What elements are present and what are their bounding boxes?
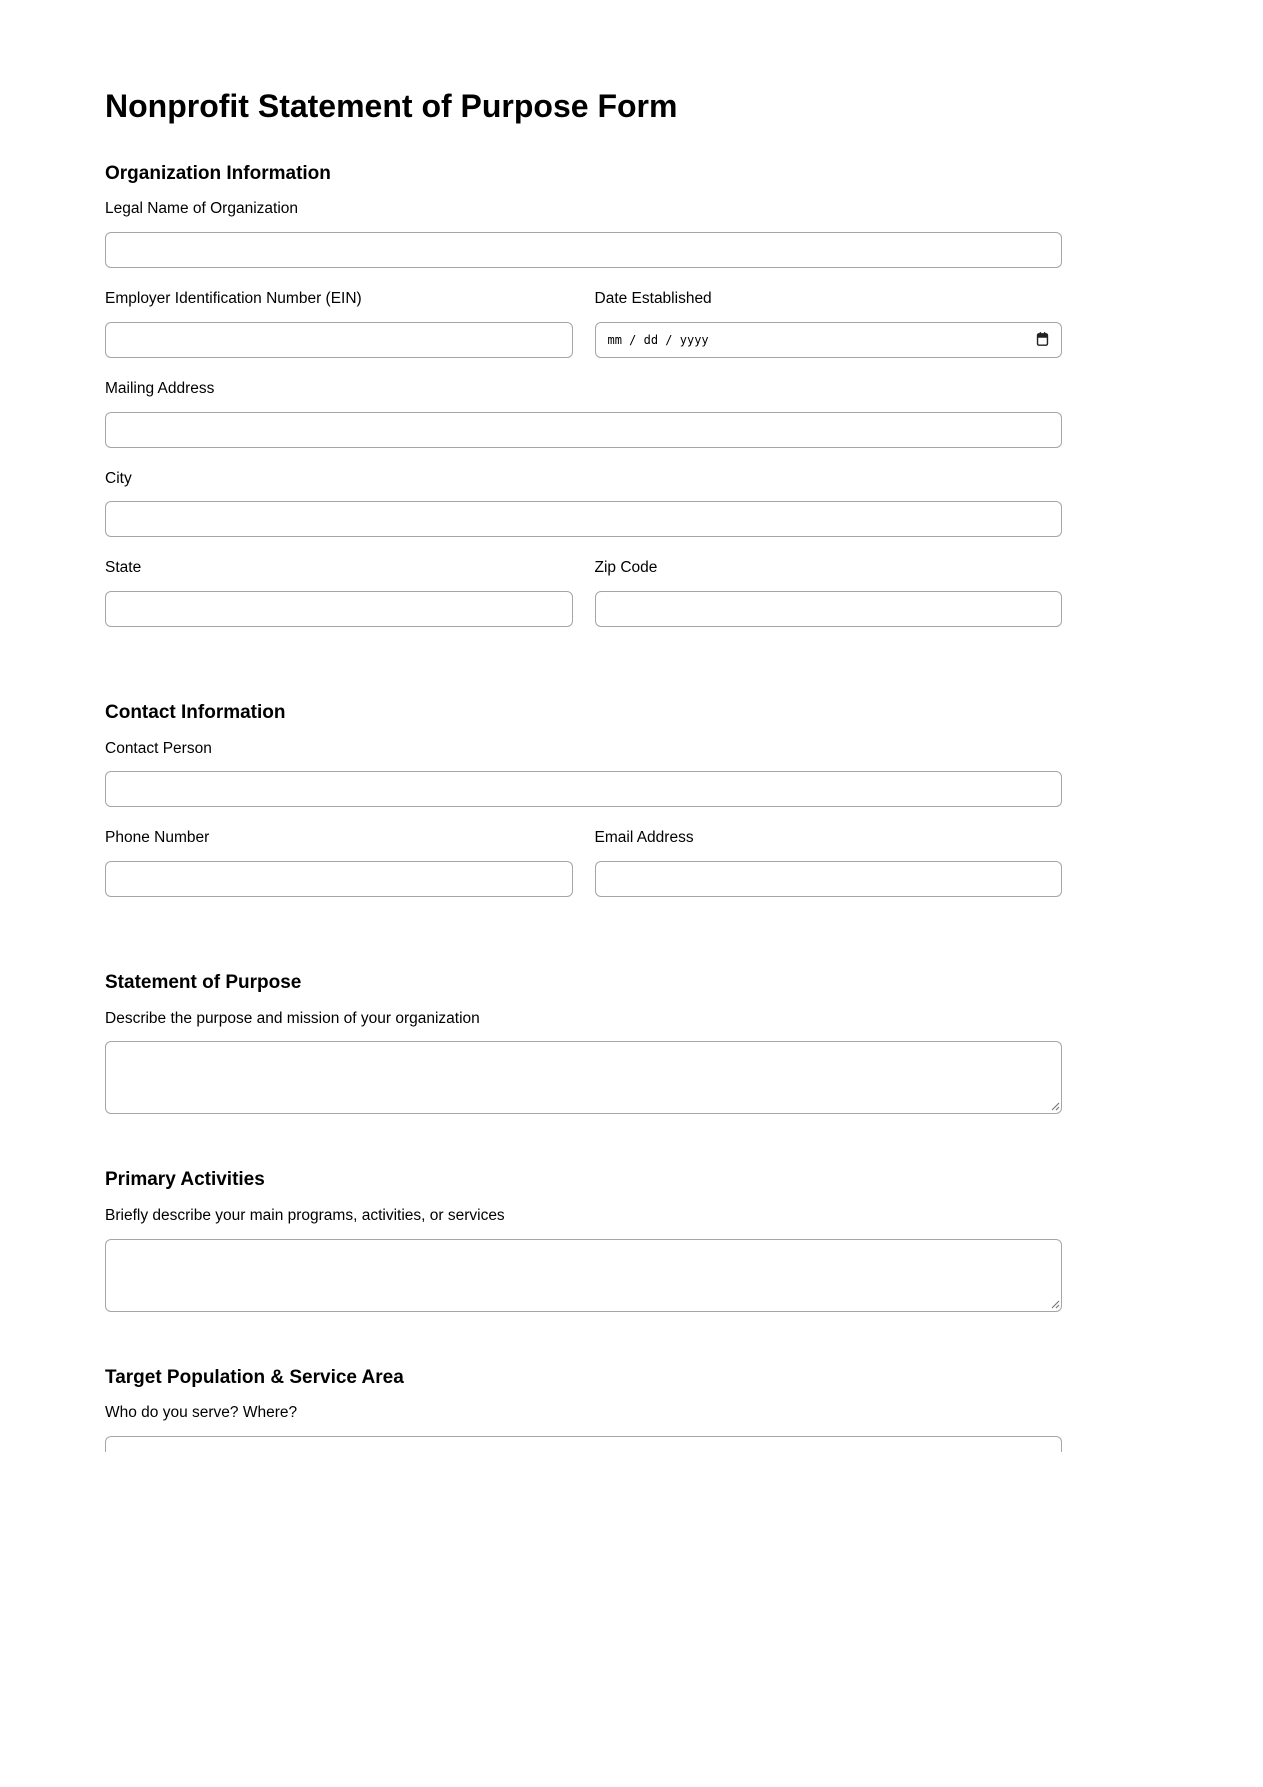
legal-name-input[interactable] [105, 232, 1062, 268]
activities-section-heading: Primary Activities [105, 1169, 265, 1191]
zip-code-label: Zip Code [594, 559, 658, 577]
field-purpose [105, 1008, 1062, 1115]
state-input[interactable] [105, 591, 573, 627]
field-population [105, 1402, 1062, 1452]
row-phone-email [105, 827, 1062, 917]
organization-section-heading: Organization Information [105, 162, 331, 184]
city-input[interactable] [105, 501, 1062, 537]
email-address-input[interactable] [595, 861, 1063, 897]
population-textarea[interactable] [105, 1436, 1062, 1452]
row-ein-date [105, 288, 1062, 378]
activities-prompt-label: Briefly describe your main programs, activities, or services [105, 1207, 505, 1225]
date-established-input[interactable] [595, 322, 1063, 358]
ein-input[interactable] [105, 322, 573, 358]
field-phone [105, 827, 573, 897]
row-state-zip [105, 557, 1062, 647]
legal-name-label: Legal Name of Organization [105, 200, 299, 218]
purpose-textarea[interactable] [105, 1041, 1062, 1114]
population-section-heading: Target Population & Service Area [105, 1366, 404, 1388]
phone-number-label: Phone Number [105, 829, 210, 847]
field-zip [595, 557, 1063, 627]
section-statement-of-purpose [105, 971, 1062, 1114]
zip-code-input[interactable] [595, 591, 1063, 627]
section-primary-activities [105, 1168, 1062, 1311]
field-activities [105, 1205, 1062, 1312]
contact-section-heading: Contact Information [105, 701, 286, 723]
state-label: State [105, 559, 142, 577]
form-page [105, 88, 1062, 1452]
population-prompt-label: Who do you serve? Where? [105, 1404, 298, 1422]
field-mailing-address [105, 378, 1062, 448]
section-organization-information [105, 162, 1062, 647]
field-state [105, 557, 573, 627]
section-contact-information [105, 701, 1062, 917]
mailing-address-label: Mailing Address [105, 379, 215, 397]
purpose-prompt-label: Describe the purpose and mission of your organization [105, 1009, 480, 1027]
section-target-population [105, 1366, 1062, 1452]
field-contact-person [105, 738, 1062, 808]
population-textarea-clip [105, 1436, 1062, 1452]
purpose-section-heading: Statement of Purpose [105, 971, 302, 993]
date-established-label: Date Established [594, 290, 712, 308]
contact-person-label: Contact Person [105, 739, 212, 757]
field-ein [105, 288, 573, 358]
activities-textarea-wrap [105, 1239, 1062, 1312]
field-email [595, 827, 1063, 897]
field-city [105, 468, 1062, 538]
calendar-icon[interactable] [1033, 331, 1051, 349]
phone-number-input[interactable] [105, 861, 573, 897]
city-label: City [105, 469, 132, 487]
email-address-label: Email Address [594, 829, 694, 847]
purpose-textarea-wrap [105, 1041, 1062, 1114]
field-legal-name [105, 198, 1062, 268]
mailing-address-input[interactable] [105, 412, 1062, 448]
page-title: Nonprofit Statement of Purpose Form [105, 88, 678, 124]
ein-label: Employer Identification Number (EIN) [105, 290, 362, 308]
contact-person-input[interactable] [105, 771, 1062, 807]
field-date-established [595, 288, 1063, 358]
date-placeholder: mm / dd / yyyy [607, 332, 709, 347]
activities-textarea[interactable] [105, 1239, 1062, 1312]
